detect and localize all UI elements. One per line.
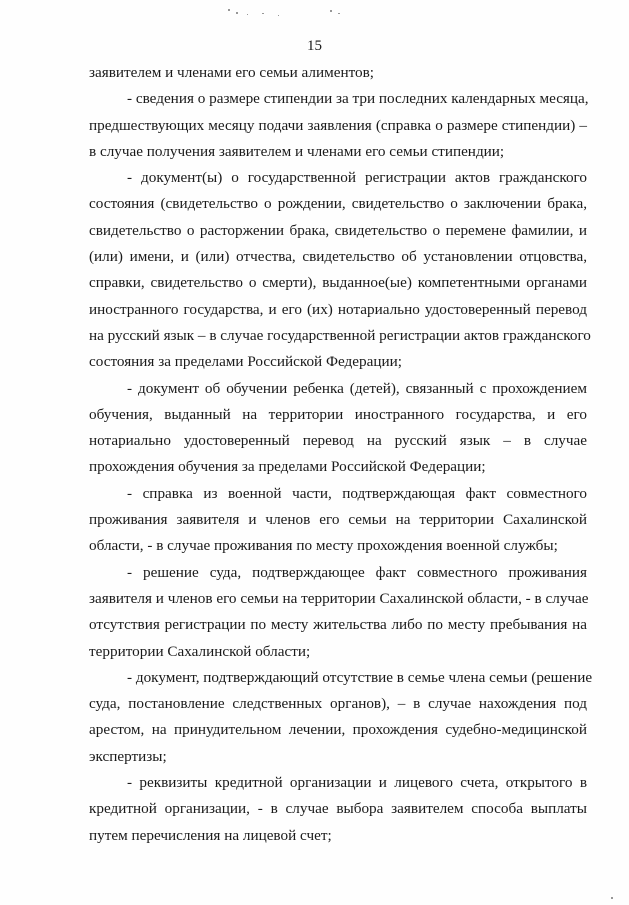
text-line: прохождения обучения за пределами Российской Федерации;: [89, 458, 486, 476]
page-number: 15: [307, 38, 322, 54]
document-body: [89, 60, 593, 849]
text-line: нотариально удостоверенный перевод на русский язык – в случае: [89, 432, 587, 450]
scan-speck: [338, 13, 340, 14]
text-line: территории Сахалинской области;: [89, 642, 311, 660]
text-line: обучения, выданный на территории иностранного государства, и его: [89, 405, 587, 423]
paragraph-continuation: [89, 60, 587, 86]
scan-speck: [247, 14, 248, 15]
text-line: - документ об обучении ребенка (детей), связанный с прохождением: [127, 379, 587, 397]
text-line: - сведения о размере стипендии за три последних календарных месяца,: [127, 90, 589, 108]
text-line: справки, свидетельство о смерти), выданное(ые) компетентными органами: [89, 274, 587, 292]
text-line: заявителя и членов его семьи на территории Сахалинской области, - в случае: [89, 589, 589, 607]
text-line: (или) имени, и (или) отчества, свидетельство об установлении отцовства,: [89, 248, 587, 266]
text-line: арестом, на принудительном лечении, прохождения судебно-медицинской: [89, 721, 587, 739]
text-line: заявителем и членами его семьи алиментов;: [89, 64, 375, 81]
text-line: проживания заявителя и членов его семьи на территории Сахалинской: [89, 511, 587, 529]
text-line: - документ, подтверждающий отсутствие в семье члена семьи (решение: [127, 668, 593, 686]
text-line: суда, постановление следственных органов), – в случае нахождения под: [89, 695, 587, 713]
text-line: кредитной организации, - в случае выбора заявителем способа выплаты: [89, 800, 587, 818]
scan-speck: [228, 9, 230, 11]
scan-speck: [236, 12, 238, 14]
text-line: - решение суда, подтверждающее факт совместного проживания: [127, 563, 587, 581]
text-line: иностранного государства, и его (их) нотариально удостоверенный перевод: [89, 300, 587, 318]
list-item-paragraph: [89, 665, 593, 770]
text-line: путем перечисления на лицевой счет;: [89, 826, 332, 844]
list-item-paragraph: [89, 86, 587, 165]
text-line: предшествующих месяцу подачи заявления (справка о размере стипендии) –: [89, 116, 587, 134]
list-item-paragraph: [89, 165, 591, 375]
scan-speck: [611, 897, 613, 899]
list-item-paragraph: [89, 560, 587, 665]
text-line: состояния за пределами Российской Федерации;: [89, 353, 402, 371]
text-line: - документ(ы) о государственной регистрации актов гражданского: [127, 169, 587, 187]
text-line: области, - в случае проживания по месту прохождения военной службы;: [89, 537, 558, 555]
text-line: в случае получения заявителем и членами его семьи стипендии;: [89, 142, 505, 160]
scan-speck: [330, 10, 332, 12]
list-item-paragraph: [89, 481, 587, 560]
text-line: экспертизы;: [89, 747, 167, 765]
list-item-paragraph: [89, 770, 587, 849]
text-line: свидетельство о расторжении брака, свидетельство о перемене фамилии, и: [89, 221, 587, 239]
text-line: на русский язык – в случае государственной регистрации актов гражданского: [89, 326, 591, 344]
scan-speck: [278, 15, 279, 16]
text-line: - реквизиты кредитной организации и лицевого счета, открытого в: [127, 774, 587, 792]
scan-speck: [262, 13, 264, 14]
text-line: отсутствия регистрации по месту жительства либо по месту пребывания на: [89, 616, 587, 634]
text-line: состояния (свидетельство о рождении, свидетельство о заключении брака,: [89, 195, 587, 213]
text-line: - справка из военной части, подтверждающая факт совместного: [127, 484, 587, 502]
list-item-paragraph: [89, 376, 587, 481]
